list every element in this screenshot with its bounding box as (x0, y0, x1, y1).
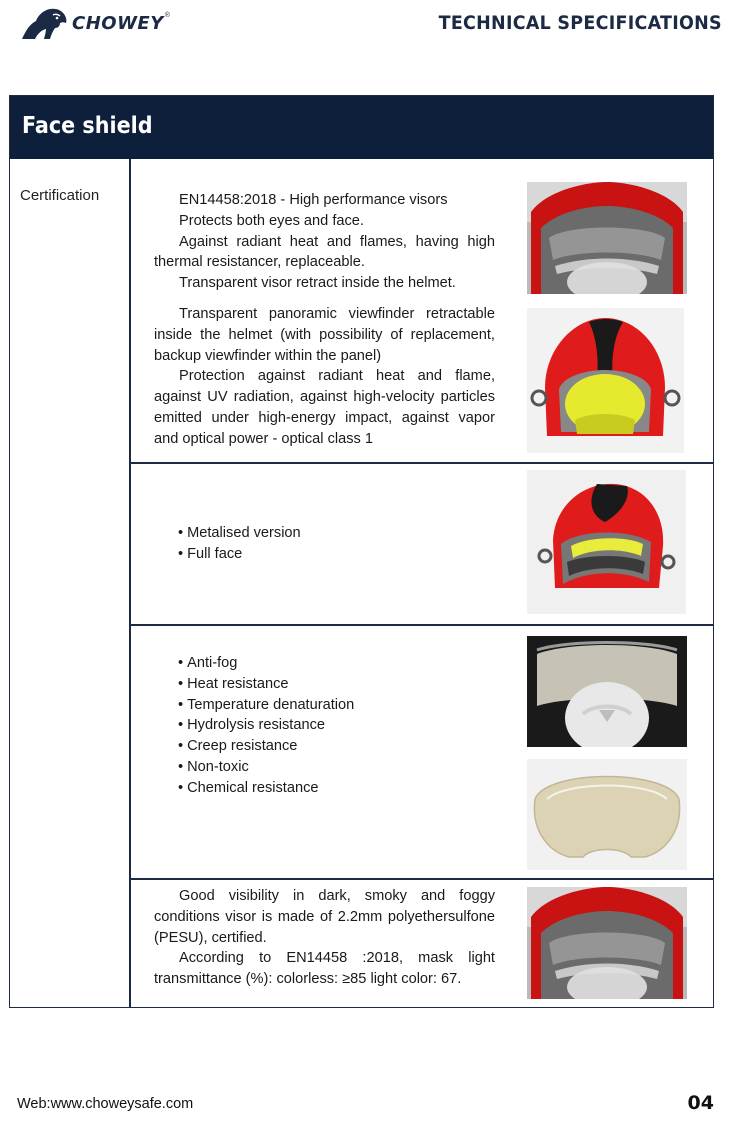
helmet-render-yellow-visor (527, 308, 684, 453)
list-item: • Chemical resistance (178, 778, 354, 799)
row-divider (129, 878, 714, 880)
visor-on-mannequin-photo (527, 636, 687, 747)
helmet-visor-photo (527, 182, 687, 294)
list-item: • Non-toxic (178, 757, 354, 778)
list-item: • Creep resistance (178, 736, 354, 757)
row-divider (129, 624, 714, 626)
table-title: Face shield (22, 113, 153, 139)
paragraph: Against radiant heat and flames, having high thermal resistancer, replaceable. (154, 233, 495, 271)
visibility-description-block (154, 886, 495, 990)
paragraph: EN14458:2018 - High performance visors (179, 192, 448, 208)
certification-label: Certification (20, 187, 100, 204)
list-item: • Anti-fog (178, 653, 354, 674)
paragraph: Transparent visor retract inside the helmet. (179, 275, 456, 292)
paragraph: According to EN14458 :2018, mask light transmittance (%): colorless: ≥85 light color: 67. (154, 950, 495, 988)
company-logo (20, 6, 170, 40)
registered-mark: ® (164, 11, 170, 19)
table-header (10, 96, 713, 159)
list-item: • Metalised version (178, 523, 301, 544)
features-list-properties (178, 653, 354, 799)
visor-description-block (154, 190, 495, 294)
page-title: TECHNICAL SPECIFICATIONS (438, 12, 722, 34)
list-item: • Full face (178, 544, 301, 565)
helmet-render-full-face (527, 470, 686, 614)
list-item: • Heat resistance (178, 674, 354, 695)
page-number: 04 (687, 1092, 714, 1114)
column-divider (129, 159, 131, 1007)
paragraph: Good visibility in dark, smoky and foggy conditions visor is made of 2.2mm polyethersulfone (PESU), certified. (154, 888, 495, 946)
panther-icon (20, 6, 70, 40)
paragraph: Transparent panoramic viewfinder retractable inside the helmet (with possibility of replacement, backup viewfinder within the panel) (154, 306, 495, 364)
paragraph: Protection against radiant heat and flame, against UV radiation, against high-velocity particles emitted under high-energy impact, against vapor and optical power - optical class 1 (154, 368, 495, 447)
features-list-metalised (178, 523, 301, 565)
list-item: • Hydrolysis resistance (178, 715, 354, 736)
visor-lens-photo (527, 759, 687, 870)
paragraph: Protects both eyes and face. (179, 212, 364, 229)
logo-wordmark: CHOWEY (72, 12, 164, 34)
helmet-visor-photo-2 (527, 887, 687, 999)
footer-website: Web:www.choweysafe.com (17, 1096, 194, 1112)
list-item: • Temperature denaturation (178, 695, 354, 716)
viewfinder-description-block (154, 304, 495, 450)
row-divider (129, 462, 714, 464)
spec-table (9, 95, 714, 1008)
